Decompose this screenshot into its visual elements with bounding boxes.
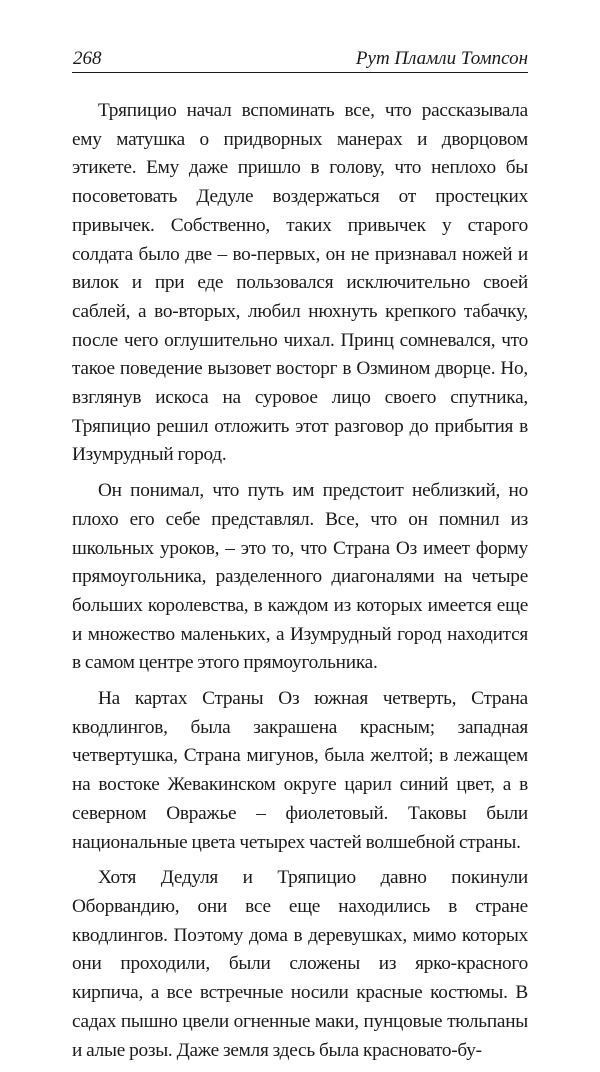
book-page — [72, 40, 528, 1072]
book-title: Рут Пламли Томпсон — [355, 48, 528, 69]
body-text — [72, 97, 528, 1065]
paragraph-1: Тряпицио начал вспоминать все, что рассказывала ему матушка о придворных манерах и дворцовом этикете. Ему даже пришло в голову, что неплохо бы посоветовать Дедуле воздержаться от простецких привычек. Собственно, таких привычек у старого солдата было две – во-первых, он не признавал ножей и вилок и при еде пользовался исключительно своей саблей, а во-вторых, любил нюхнуть крепкого табачку, после чего оглушительно чихал. Принц сомневался, что такое поведение вызовет восторг в Озмином дворце. Но, взглянув искоса на суровое лицо своего спутника, Тряпицио решил отложить этот разговор до прибытия в Изумрудный город. — [72, 100, 528, 466]
running-header — [72, 40, 528, 73]
paragraph-4: Хотя Дедуля и Тряпицио давно покинули Оборвандию, они все еще находились в стране кводлингов. Поэтому дома в деревушках, мимо которых они проходили, были сложены из ярко-красного кирпича, а все встречные носили красные костюмы. В садах пышно цвели огненные маки, пунцовые тюльпаны и алые розы. Даже земля здесь была красновато-бу- — [72, 867, 528, 1061]
page-number: 268 — [73, 48, 102, 69]
paragraph-2: Он понимал, что путь им предстоит неблизкий, но плохо его себе представлял. Все, что он помнил из школьных уроков, – это то, что Страна Оз имеет форму прямоугольника, разделенного диагоналями на четыре больших королевства, в каждом из которых имеется еще и множество маленьких, а Изумрудный город находится в самом центре этого прямоугольника. — [72, 480, 528, 674]
paragraph-3: На картах Страны Оз южная четверть, Страна кводлингов, была закрашена красным; западная четвертушка, Страна мигунов, была желтой; в лежащем на востоке Жевакинском округе царил синий цвет, а в северном Овражье – фиолетовый. Таковы были национальные цвета четырех частей волшебной страны. — [72, 688, 528, 853]
